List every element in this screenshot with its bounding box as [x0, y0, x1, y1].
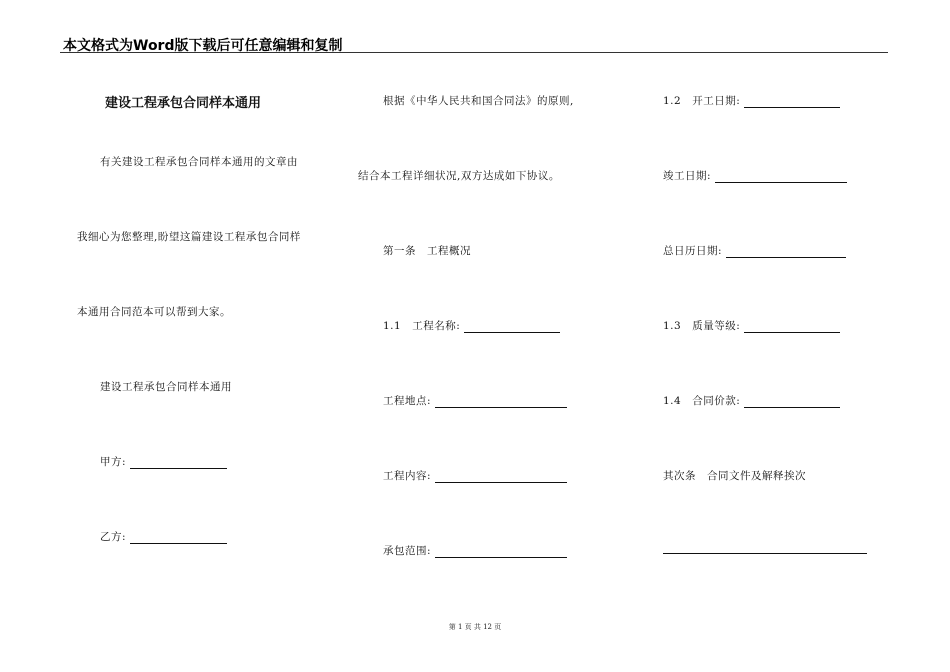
contract-price-blank — [744, 396, 840, 408]
party-b-blank — [130, 532, 227, 544]
party-a-label: 甲方: — [100, 456, 127, 468]
paragraph-line-3: 本通用合同范本可以帮到大家。 — [77, 306, 231, 318]
contract-subtitle: 建设工程承包合同样本通用 — [100, 381, 232, 393]
article-2-heading: 其次条 合同文件及解释挨次 — [663, 470, 806, 482]
intro-line-1: 根据《中华人民共和国合同法》的原则, — [383, 95, 574, 107]
intro-line-2: 结合本工程详细状况,双方达成如下协议。 — [358, 170, 560, 182]
contract-price-line — [663, 393, 840, 408]
contract-scope-line — [383, 543, 567, 558]
party-a-line — [100, 454, 227, 469]
project-location-label: 工程地点: — [383, 395, 432, 407]
start-date-label: 1.2 开工日期: — [663, 95, 741, 107]
quality-grade-label: 1.3 质量等级: — [663, 320, 741, 332]
party-b-line — [100, 529, 227, 544]
project-name-line — [383, 318, 560, 333]
document-header-title: 本文格式为Word版下载后可任意编辑和复制 — [63, 38, 343, 54]
start-date-blank — [744, 96, 840, 108]
party-b-label: 乙方: — [100, 531, 127, 543]
paragraph-line-2: 我细心为您整理,盼望这篇建设工程承包合同样 — [77, 231, 301, 243]
quality-grade-line — [663, 318, 840, 333]
project-location-line — [383, 393, 567, 408]
contract-scope-label: 承包范围: — [383, 545, 432, 557]
project-content-blank — [435, 471, 567, 483]
completion-date-blank — [715, 171, 847, 183]
header-divider — [60, 52, 888, 53]
paragraph-line-1: 有关建设工程承包合同样本通用的文章由 — [100, 156, 298, 168]
contract-scope-blank — [435, 546, 567, 558]
completion-date-label: 竣工日期: — [663, 170, 712, 182]
project-name-blank — [464, 321, 560, 333]
blank-line — [663, 553, 867, 554]
party-a-blank — [130, 457, 227, 469]
contract-price-label: 1.4 合同价款: — [663, 395, 741, 407]
project-name-label: 1.1 工程名称: — [383, 320, 461, 332]
completion-date-line — [663, 168, 847, 183]
project-location-blank — [435, 396, 567, 408]
total-days-label: 总日历日期: — [663, 245, 723, 257]
total-days-line — [663, 243, 846, 258]
project-content-line — [383, 468, 567, 483]
quality-grade-blank — [744, 321, 840, 333]
total-days-blank — [726, 246, 846, 258]
start-date-line — [663, 93, 840, 108]
document-title: 建设工程承包合同样本通用 — [105, 96, 262, 111]
article-1-heading: 第一条 工程概况 — [383, 245, 471, 257]
project-content-label: 工程内容: — [383, 470, 432, 482]
page-footer: 第 1 页 共 12 页 — [448, 623, 502, 631]
